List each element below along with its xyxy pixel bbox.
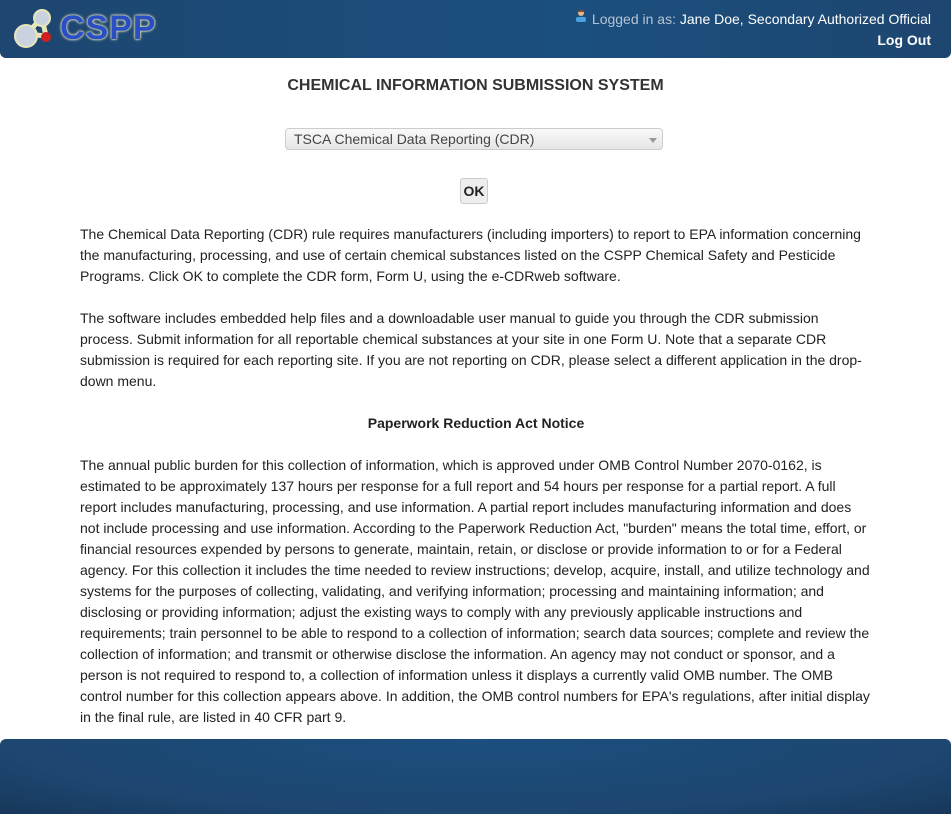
logo-text: CSPP xyxy=(60,8,157,47)
footer-bar xyxy=(0,739,951,814)
molecule-icon xyxy=(12,6,56,50)
logout-link[interactable]: Log Out xyxy=(877,32,931,48)
intro-paragraph: The Chemical Data Reporting (CDR) rule requires manufacturers (including importers) to report to EPA information concerning the manufacturing, processing, and use of certain chemical substances listed on the CSPP Chemical Safety and Pesticide Programs. Click OK to complete the CDR form, Form U, using the e-CDRweb software. xyxy=(80,226,861,284)
application-select[interactable] xyxy=(285,128,663,150)
user-name: Jane Doe, Secondary Authorized Official xyxy=(679,11,931,27)
chevron-down-icon xyxy=(649,138,657,143)
notice-text: The annual public burden for this collection of information, which is approved under OMB Control Number 2070-0162, is estimated to be approximately 137 hours per response for a full report and 54 hours per response for a partial report. A full report includes manufacturing, processing, and use information. A partial report includes manufacturing information and does not include processing and use information. According to the Paperwork Reduction Act, "burden" means the total time, effort, or financial resources expended by persons to generate, maintain, retain, or disclose or provide information to or for a Federal agency. For this collection it includes the time needed to review instructions; develop, acquire, install, and utilize technology and systems for the purposes of collecting, validating, and verifying information; processing and maintaining information; and disclosing or providing information; adjust the existing ways to comply with any previously applicable instructions and requirements; train personnel to be able to respond to a collection of information; search data sources; complete and review the collection of information; and transmit or otherwise disclose the information. An agency may not conduct or sponsor, and a person is not required to respond to, a collection of information unless it displays a currently valid OMB number. The OMB control number for this collection appears above. In addition, the OMB control numbers for EPA's regulations, after initial display in the final rule, are listed in 40 CFR part 9. xyxy=(80,457,870,725)
header-bar xyxy=(0,0,951,58)
description xyxy=(80,224,872,749)
user-icon xyxy=(574,9,588,23)
notice-heading: Paperwork Reduction Act Notice xyxy=(367,415,585,431)
software-paragraph: The software includes embedded help files and a downloadable user manual to guide you through the CDR submission process. Submit information for all reportable chemical substances at your site in one Form U. Note that a separate CDR submission is required for each reporting site. If you are not reporting on CDR, please select a different application in the drop-down menu. xyxy=(80,310,862,389)
page-title: CHEMICAL INFORMATION SUBMISSION SYSTEM xyxy=(287,77,664,94)
logged-in-label: Logged in as: xyxy=(591,11,676,27)
ok-button[interactable]: OK xyxy=(460,178,488,204)
user-info xyxy=(574,11,931,48)
application-select-value: TSCA Chemical Data Reporting (CDR) xyxy=(294,131,535,147)
cspp-logo[interactable] xyxy=(12,6,157,50)
